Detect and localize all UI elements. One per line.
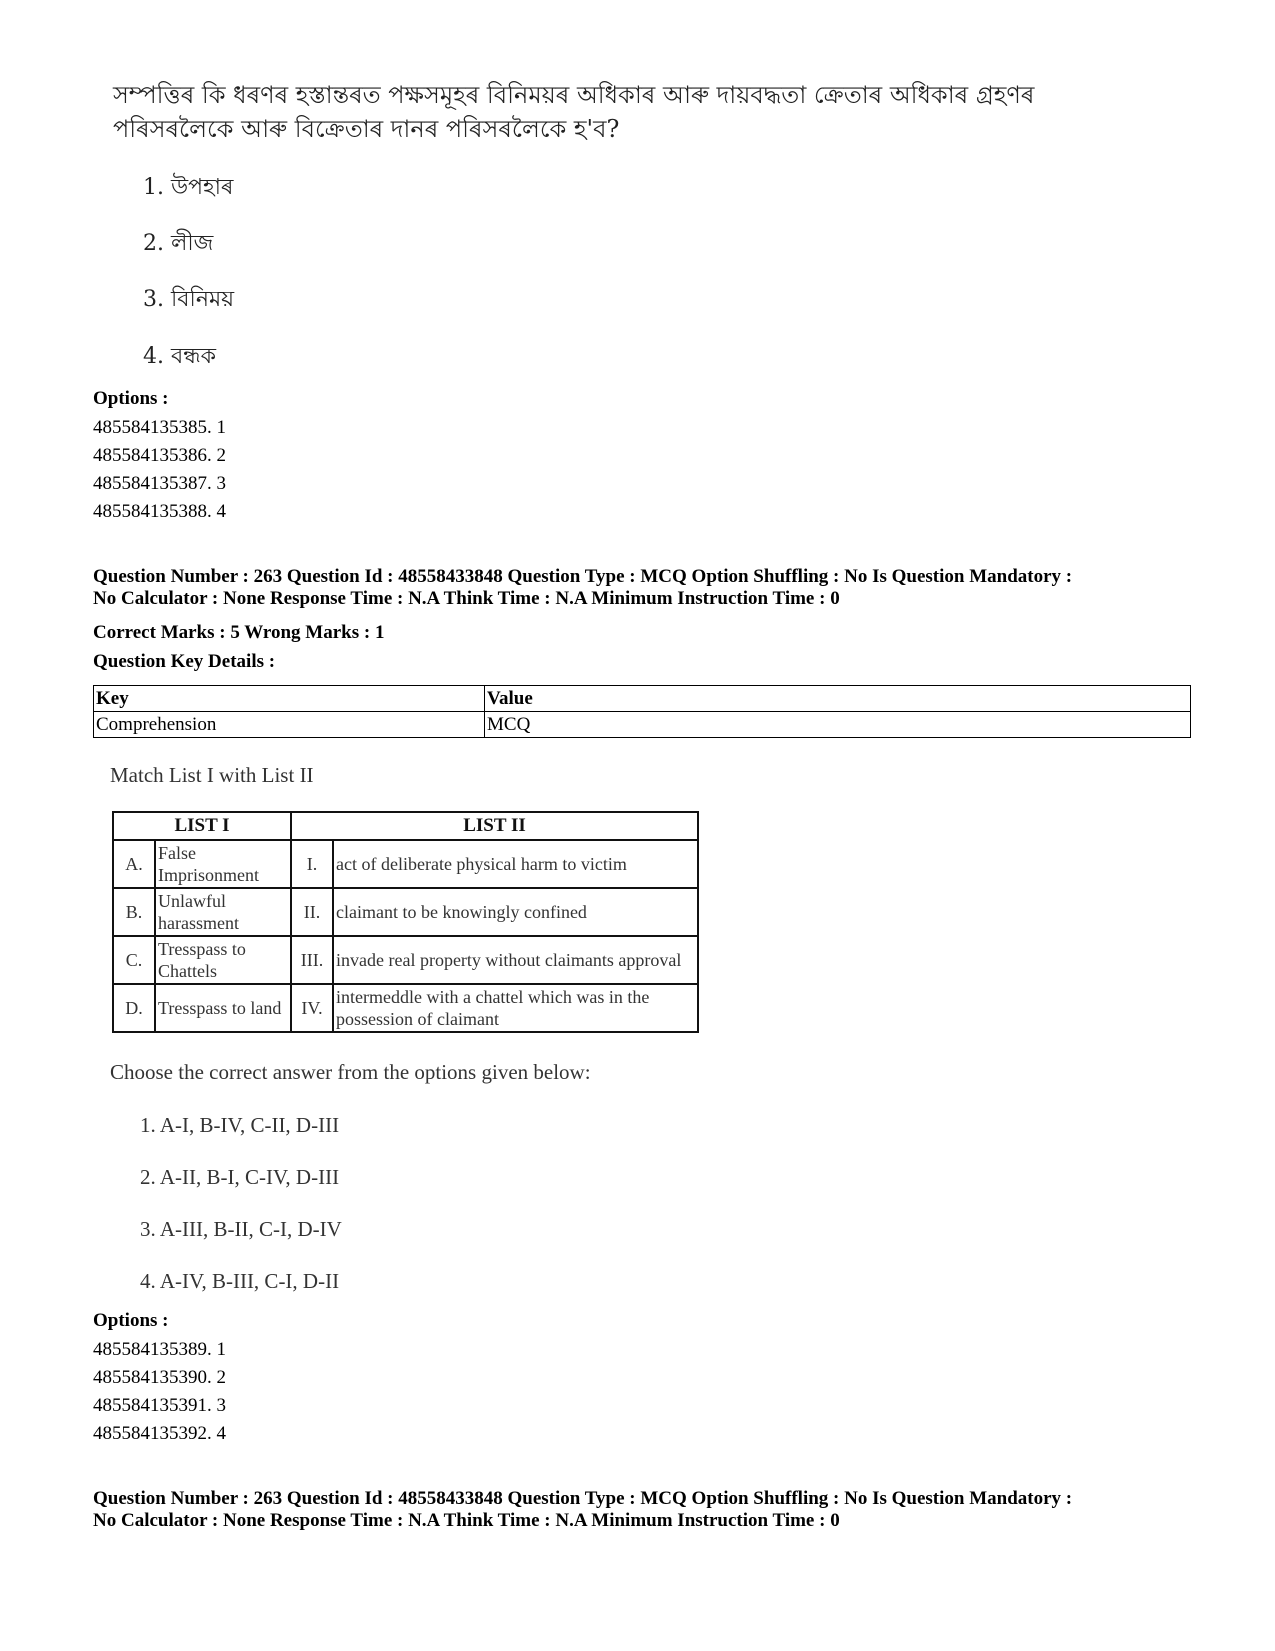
option-id: 485584135389. 1: [93, 1339, 226, 1360]
question-meta-line: Question Number : 263 Question Id : 48558433848 Question Type : MCQ Option Shuffling : No Is Question Mandatory :: [93, 566, 1073, 587]
option-id: 485584135388. 4: [93, 501, 226, 522]
answer-choice: 2. A-II, B-I, C-IV, D-III: [140, 1165, 340, 1189]
list-description: intermeddle with a chattel which was in the possession of claimant: [333, 984, 698, 1032]
list-description: invade real property without claimants approval: [333, 936, 698, 984]
question-meta-line: No Calculator : None Response Time : N.A Think Time : N.A Minimum Instruction Time : 0: [93, 1510, 840, 1531]
list-two-header: LIST II: [291, 812, 698, 840]
list-item: Tresspass to Chattels: [155, 936, 291, 984]
question-text: [113, 78, 1193, 146]
list-row: [113, 984, 698, 1032]
answer-choice: 3. বিনিময়: [143, 287, 235, 312]
match-instruction: Match List I with List II: [110, 763, 314, 787]
table-header-row: [94, 686, 1191, 712]
list-row: [113, 888, 698, 936]
answer-choice: 2. লীজ: [143, 231, 214, 256]
option-id: 485584135391. 3: [93, 1395, 226, 1416]
question-meta-line: No Calculator : None Response Time : N.A Think Time : N.A Minimum Instruction Time : 0: [93, 588, 840, 609]
option-id: 485584135387. 3: [93, 473, 226, 494]
list-numeral: II.: [291, 888, 333, 936]
list-item: Tresspass to land: [155, 984, 291, 1032]
table-cell: MCQ: [485, 712, 1191, 738]
list-letter: A.: [113, 840, 155, 888]
match-lists-table: [112, 811, 699, 1033]
question-meta: [93, 566, 1203, 610]
question-meta-line: Question Number : 263 Question Id : 48558433848 Question Type : MCQ Option Shuffling : No Is Question Mandatory :: [93, 1488, 1073, 1509]
question-meta: [93, 1488, 1203, 1532]
question-text-line: সম্পত্তিৰ কি ধৰণৰ হস্তান্তৰত পক্ষসমূহৰ বিনিময়ৰ অধিকাৰ আৰু দায়বদ্ধতা ক্ৰেতাৰ অধিকাৰ গ্ৰহণৰ: [113, 81, 1035, 109]
list-row: [113, 840, 698, 888]
list-item: False Imprisonment: [155, 840, 291, 888]
option-id: 485584135386. 2: [93, 445, 226, 466]
table-header-cell: Value: [485, 686, 1191, 712]
list-row: [113, 936, 698, 984]
options-label: Options :: [93, 1310, 169, 1331]
answer-choice: 4. A-IV, B-III, C-I, D-II: [140, 1269, 340, 1293]
list-item: Unlawful harassment: [155, 888, 291, 936]
list-one-header: LIST I: [113, 812, 291, 840]
key-details-label: Question Key Details :: [93, 651, 276, 672]
answer-choice: 4. বন্ধক: [143, 344, 217, 369]
list-description: act of deliberate physical harm to victim: [333, 840, 698, 888]
table-row: [94, 712, 1191, 738]
lists-header-row: [113, 812, 698, 840]
list-letter: B.: [113, 888, 155, 936]
list-numeral: III.: [291, 936, 333, 984]
option-id: 485584135392. 4: [93, 1423, 226, 1444]
list-letter: D.: [113, 984, 155, 1032]
list-numeral: IV.: [291, 984, 333, 1032]
option-id: 485584135390. 2: [93, 1367, 226, 1388]
marks-info: Correct Marks : 5 Wrong Marks : 1: [93, 622, 385, 643]
key-details-table: [93, 685, 1191, 738]
answer-choice: 1. A-I, B-IV, C-II, D-III: [140, 1113, 340, 1137]
table-cell: Comprehension: [94, 712, 485, 738]
list-letter: C.: [113, 936, 155, 984]
answer-choice: 3. A-III, B-II, C-I, D-IV: [140, 1217, 342, 1241]
list-numeral: I.: [291, 840, 333, 888]
table-header-cell: Key: [94, 686, 485, 712]
answer-choice: 1. উপহাৰ: [143, 175, 234, 200]
option-id: 485584135385. 1: [93, 417, 226, 438]
list-description: claimant to be knowingly confined: [333, 888, 698, 936]
question-text-line: পৰিসৰলৈকে আৰু বিক্ৰেতাৰ দানৰ পৰিসৰলৈকে হ'ব?: [113, 115, 620, 143]
options-label: Options :: [93, 388, 169, 409]
choose-instruction: Choose the correct answer from the options given below:: [110, 1060, 591, 1084]
